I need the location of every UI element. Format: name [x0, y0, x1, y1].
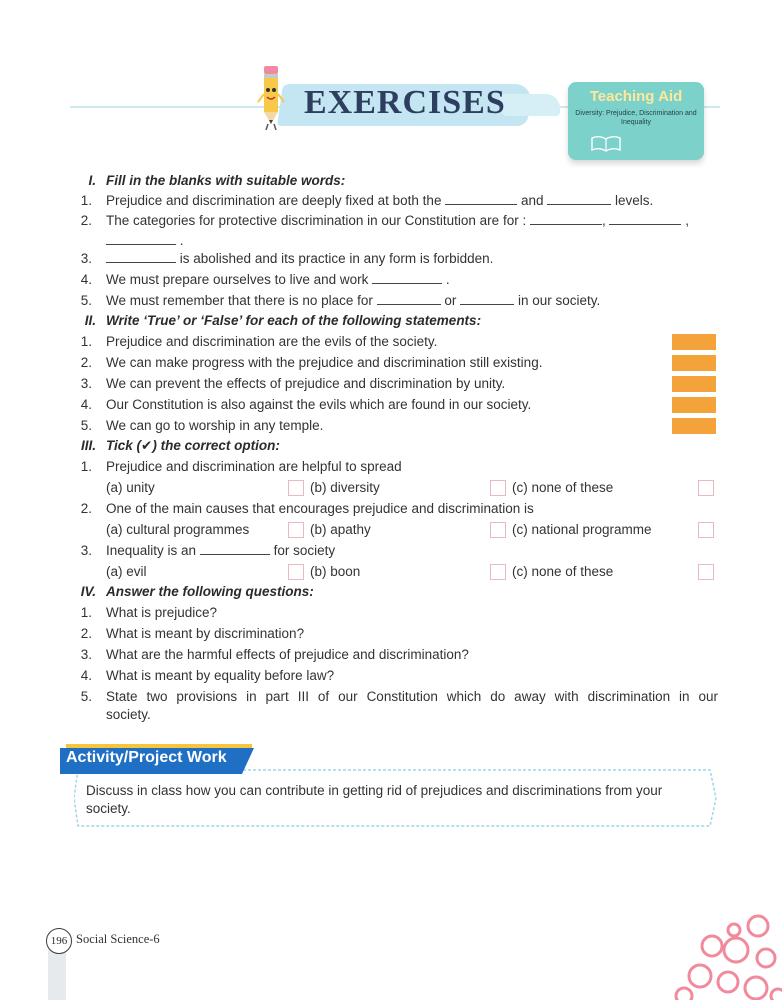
question-text: or — [444, 293, 457, 308]
question-text: What is prejudice? — [106, 605, 218, 620]
answer-blank[interactable] — [530, 212, 602, 225]
answer-blank[interactable] — [372, 271, 442, 284]
fill-blank-question — [106, 292, 600, 310]
fill-blank-continuation: . — [106, 232, 184, 250]
true-false-answer-box[interactable] — [672, 418, 716, 434]
item-number: 1. — [80, 605, 92, 620]
true-false-answer-box[interactable] — [672, 397, 716, 413]
item-number: 3. — [80, 251, 92, 266]
question-text: What is meant by discrimination? — [106, 626, 305, 641]
question-text: What is meant by equality before law? — [106, 668, 335, 683]
page-title: EXERCISES — [304, 84, 506, 121]
option-checkbox[interactable] — [288, 522, 304, 538]
teaching-aid-subtitle: Diversity: Prejudice, Discrimination and Inequality — [575, 110, 697, 126]
item-number: 2. — [80, 355, 92, 370]
mcq-option-b: (b) boon — [310, 564, 361, 579]
fill-blank-question: We must prepare ourselves to live and work . — [106, 272, 450, 287]
fill-blank-question — [106, 250, 493, 268]
option-checkbox[interactable] — [698, 522, 714, 538]
open-book-icon — [590, 134, 622, 152]
section-number: III. — [80, 438, 96, 453]
question-text: is abolished and its practice in any form is forbidden. — [179, 251, 494, 266]
fill-blank-question: The categories for protective discrimination in our Constitution are for : , , — [106, 213, 689, 228]
activity-text: Discuss in class how you can contribute in getting rid of prejudices and discriminations from your society. — [86, 783, 663, 816]
page-number: 196 — [46, 928, 72, 954]
true-false-answer-box[interactable] — [672, 355, 716, 371]
true-false-answer-box[interactable] — [672, 334, 716, 350]
section-number: I. — [88, 173, 96, 188]
question-text: What are the harmful effects of prejudice and discrimination? — [106, 647, 469, 662]
section-number: II. — [84, 313, 96, 328]
question-text: The categories for protective discrimination in our Constitution are for : — [106, 213, 527, 228]
question-text: Inequality is an — [106, 543, 197, 558]
item-number: 1. — [80, 459, 92, 474]
mcq-question: One of the main causes that encourages prejudice and discrimination is — [106, 501, 534, 516]
statement-text: We can make progress with the prejudice and discrimination still existing. — [106, 355, 543, 370]
statement-text: We can go to worship in any temple. — [106, 418, 324, 433]
question-text: We must prepare ourselves to live and work — [106, 272, 369, 287]
item-number: 5. — [80, 418, 92, 433]
option-checkbox[interactable] — [698, 564, 714, 580]
question-text: Prejudice and discrimination are deeply fixed at both the — [106, 193, 442, 208]
mcq-option-a: (a) unity — [106, 480, 155, 495]
answer-blank[interactable] — [460, 292, 514, 305]
item-number: 5. — [80, 689, 92, 704]
mcq-option-c: (c) national programme — [512, 522, 652, 537]
item-number: 4. — [80, 668, 92, 683]
mcq-option-b: (b) diversity — [310, 480, 380, 495]
question-text: in our society. — [517, 293, 601, 308]
item-number: 2. — [80, 501, 92, 516]
teaching-aid-card[interactable] — [568, 82, 704, 160]
option-checkbox[interactable] — [698, 480, 714, 496]
item-number: 3. — [80, 376, 92, 391]
question-text: We must remember that there is no place for — [106, 293, 373, 308]
option-checkbox[interactable] — [288, 564, 304, 580]
option-checkbox[interactable] — [288, 480, 304, 496]
section-number: IV. — [80, 584, 96, 599]
answer-blank[interactable] — [200, 542, 270, 555]
item-number: 2. — [80, 213, 92, 228]
item-number: 3. — [80, 647, 92, 662]
question-text: and — [520, 193, 544, 208]
section-heading: Tick (✔) the correct option: — [106, 438, 280, 453]
answer-blank[interactable] — [547, 192, 611, 205]
answer-blank[interactable] — [609, 212, 681, 225]
mcq-option-c: (c) none of these — [512, 480, 614, 495]
question-text: for society — [273, 543, 336, 558]
item-number: 1. — [80, 334, 92, 349]
mcq-question: Prejudice and discrimination are helpful to spread — [106, 459, 402, 474]
mcq-option-a: (a) evil — [106, 564, 147, 579]
section-heading: Answer the following questions: — [106, 584, 314, 599]
item-number: 5. — [80, 293, 92, 308]
mcq-option-c: (c) none of these — [512, 564, 614, 579]
answer-blank[interactable] — [106, 232, 176, 245]
pencil-mascot-icon — [256, 64, 286, 130]
answer-blank[interactable] — [377, 292, 441, 305]
teaching-aid-title: Teaching Aid — [589, 88, 683, 105]
statement-text: Prejudice and discrimination are the evils of the society. — [106, 334, 438, 349]
item-number: 4. — [80, 272, 92, 287]
item-number: 4. — [80, 397, 92, 412]
section-heading: Write ‘True’ or ‘False’ for each of the following statements: — [106, 313, 482, 328]
mcq-option-b: (b) apathy — [310, 522, 371, 537]
answer-blank[interactable] — [445, 192, 517, 205]
option-checkbox[interactable] — [490, 564, 506, 580]
item-number: 2. — [80, 626, 92, 641]
item-number: 3. — [80, 543, 92, 558]
decorative-circles-icon — [672, 906, 782, 1000]
statement-text: We can prevent the effects of prejudice and discrimination by unity. — [106, 376, 506, 391]
fill-blank-question — [106, 192, 653, 210]
header-brush-tail — [500, 94, 560, 116]
mcq-option-a: (a) cultural programmes — [106, 522, 250, 537]
section-heading: Fill in the blanks with suitable words: — [106, 173, 346, 188]
answer-blank[interactable] — [106, 250, 176, 263]
activity-label: Activity/Project Work — [66, 749, 227, 766]
option-checkbox[interactable] — [490, 522, 506, 538]
question-text: State two provisions in part III of our Constitution which do away with discrimination in our society. — [106, 689, 718, 722]
question-text: levels. — [615, 193, 654, 208]
item-number: 1. — [80, 193, 92, 208]
option-checkbox[interactable] — [490, 480, 506, 496]
mcq-question — [106, 542, 335, 560]
true-false-answer-box[interactable] — [672, 376, 716, 392]
book-title: Social Science-6 — [76, 932, 160, 946]
statement-text: Our Constitution is also against the evils which are found in our society. — [106, 397, 532, 412]
